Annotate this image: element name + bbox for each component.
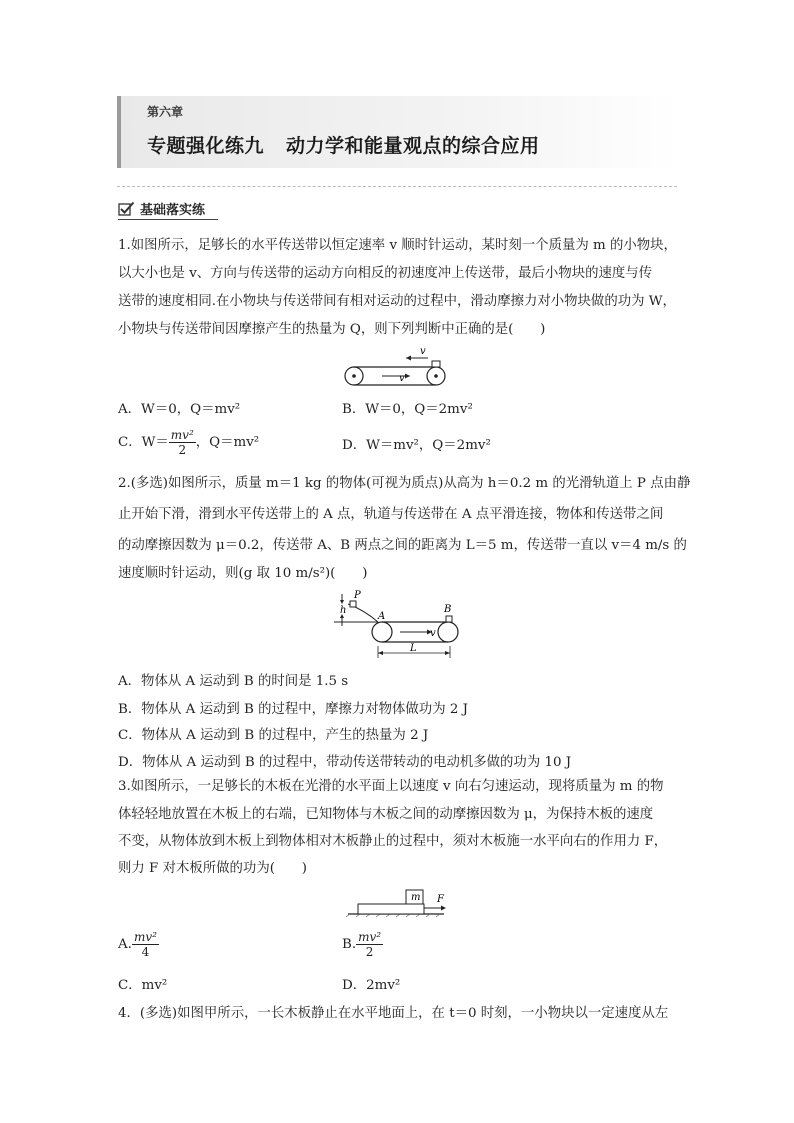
q3-option-b-den: 2 [365,945,374,959]
q1-option-c [118,428,259,457]
q2-fig-a: A [378,611,386,622]
q3-option-b-fraction [356,930,383,959]
q2-option-c: C．物体从 A 运动到 B 的过程中，产生的热量为 2 J [118,728,429,743]
chapter-label: 第六章 [147,105,184,119]
q1-line-4: 小物块与传送带间因摩擦产生的热量为 Q，则下列判断中正确的是( ) [118,322,546,337]
q1-option-c-prefix: C．W＝ [118,435,169,450]
section-heading [118,199,205,218]
q1-option-a: A．W＝0，Q＝mv² [118,402,241,417]
q3-option-a-prefix: A. [118,937,132,952]
q3-option-a [118,930,159,959]
q3-option-b [342,930,383,959]
q1-conveyor-figure [340,344,452,388]
q2-fig-h: h [340,605,347,616]
q3-option-b-num: mv² [358,930,382,944]
q1-option-c-fraction [169,428,196,457]
q3-option-c: C．mv² [118,978,168,993]
q1-fig-v-top: v [420,346,426,357]
q1-fig-v-belt: v [399,373,405,384]
q2-line-4: 速度顺时针运动，则(g 取 10 m/s²)( ) [118,566,368,581]
q2-track-figure [330,588,460,662]
section-underline [118,219,218,220]
q3-fig-m: m [411,892,421,903]
q2-line-3: 的动摩擦因数为 μ＝0.2，传送带 A、B 两点之间的距离为 L＝5 m，传送带一直以 v＝4 m/s 的 [118,538,687,553]
q2-fig-p: P [354,590,361,601]
q2-fig-v: v [430,628,436,639]
q2-fig-l: L [410,643,417,654]
q3-option-a-den: 4 [141,945,150,959]
q3-line-3: 不变，从物体放到木板上到物体相对木板静止的过程中，须对木板施一水平向右的作用力 F， [118,834,668,849]
q3-line-2: 体轻轻地放置在木板上的右端，已知物体与木板之间的动摩擦因数为 μ，为保持木板的速度 [118,807,654,822]
q4-line-1: 4．(多选)如图甲所示，一长木板静止在水平地面上，在 t＝0 时刻，一小物块以一定速度从左 [118,1006,669,1021]
q1-line-1: 1.如图所示，足够长的水平传送带以恒定速率 v 顺时针运动，某时刻一个质量为 m 的小物块， [118,238,677,253]
q3-option-a-fraction [132,930,159,959]
q3-line-1: 3.如图所示，一足够长的木板在光滑的水平面上以速度 v 向右匀速运动，现将质量为 m 的物 [118,779,664,794]
q3-option-d: D．2mv² [342,978,401,993]
q3-line-4: 则力 F 对木板所做的功为( ) [118,861,307,876]
q2-option-a: A．物体从 A 运动到 B 的时间是 1.5 s [118,674,349,689]
header-divider [117,186,677,187]
q1-option-d: D．W＝mv²，Q＝2mv² [342,438,491,453]
q2-option-d: D．物体从 A 运动到 B 的过程中，带动传送带转动的电动机多做的功为 10 J [118,755,572,770]
section-label: 基础落实练 [140,203,206,218]
q2-option-b: B．物体从 A 运动到 B 的过程中，摩擦力对物体做功为 2 J [118,702,468,717]
title-part1: 专题强化练九 [147,135,265,157]
q2-fig-b: B [444,604,452,615]
checkbox-check-icon [118,201,135,216]
q2-line-2: 止开始下滑，滑到水平传送带上的 A 点，轨道与传送带在 A 点平滑连接，物体和传送带之间 [118,507,664,522]
q2-line-1: 2.(多选)如图所示，质量 m＝1 kg 的物体(可视为质点)从高为 h＝0.2 m 的光滑轨道上 P 点由静 [118,476,691,491]
q1-line-3: 送带的速度相同.在小物块与传送带间有相对运动的过程中，滑动摩擦力对小物块做的功为 W， [118,294,676,309]
q3-option-b-prefix: B. [342,937,357,952]
q3-board-figure [344,886,450,918]
q3-option-a-num: mv² [133,930,157,944]
q1-option-c-den: 2 [178,443,187,457]
q3-fig-f: F [437,894,444,905]
title-part2: 动力学和能量观点的综合应用 [286,135,540,157]
q1-option-c-num: mv² [170,428,194,442]
q1-option-b: B．W＝0，Q＝2mv² [342,402,473,417]
q1-line-2: 以大小也是 v、方向与传送带的运动方向相反的初速度冲上传送带，最后小物块的速度与传 [118,266,653,281]
q1-option-c-suffix: ，Q＝mv² [195,435,260,450]
page-title [147,131,540,158]
